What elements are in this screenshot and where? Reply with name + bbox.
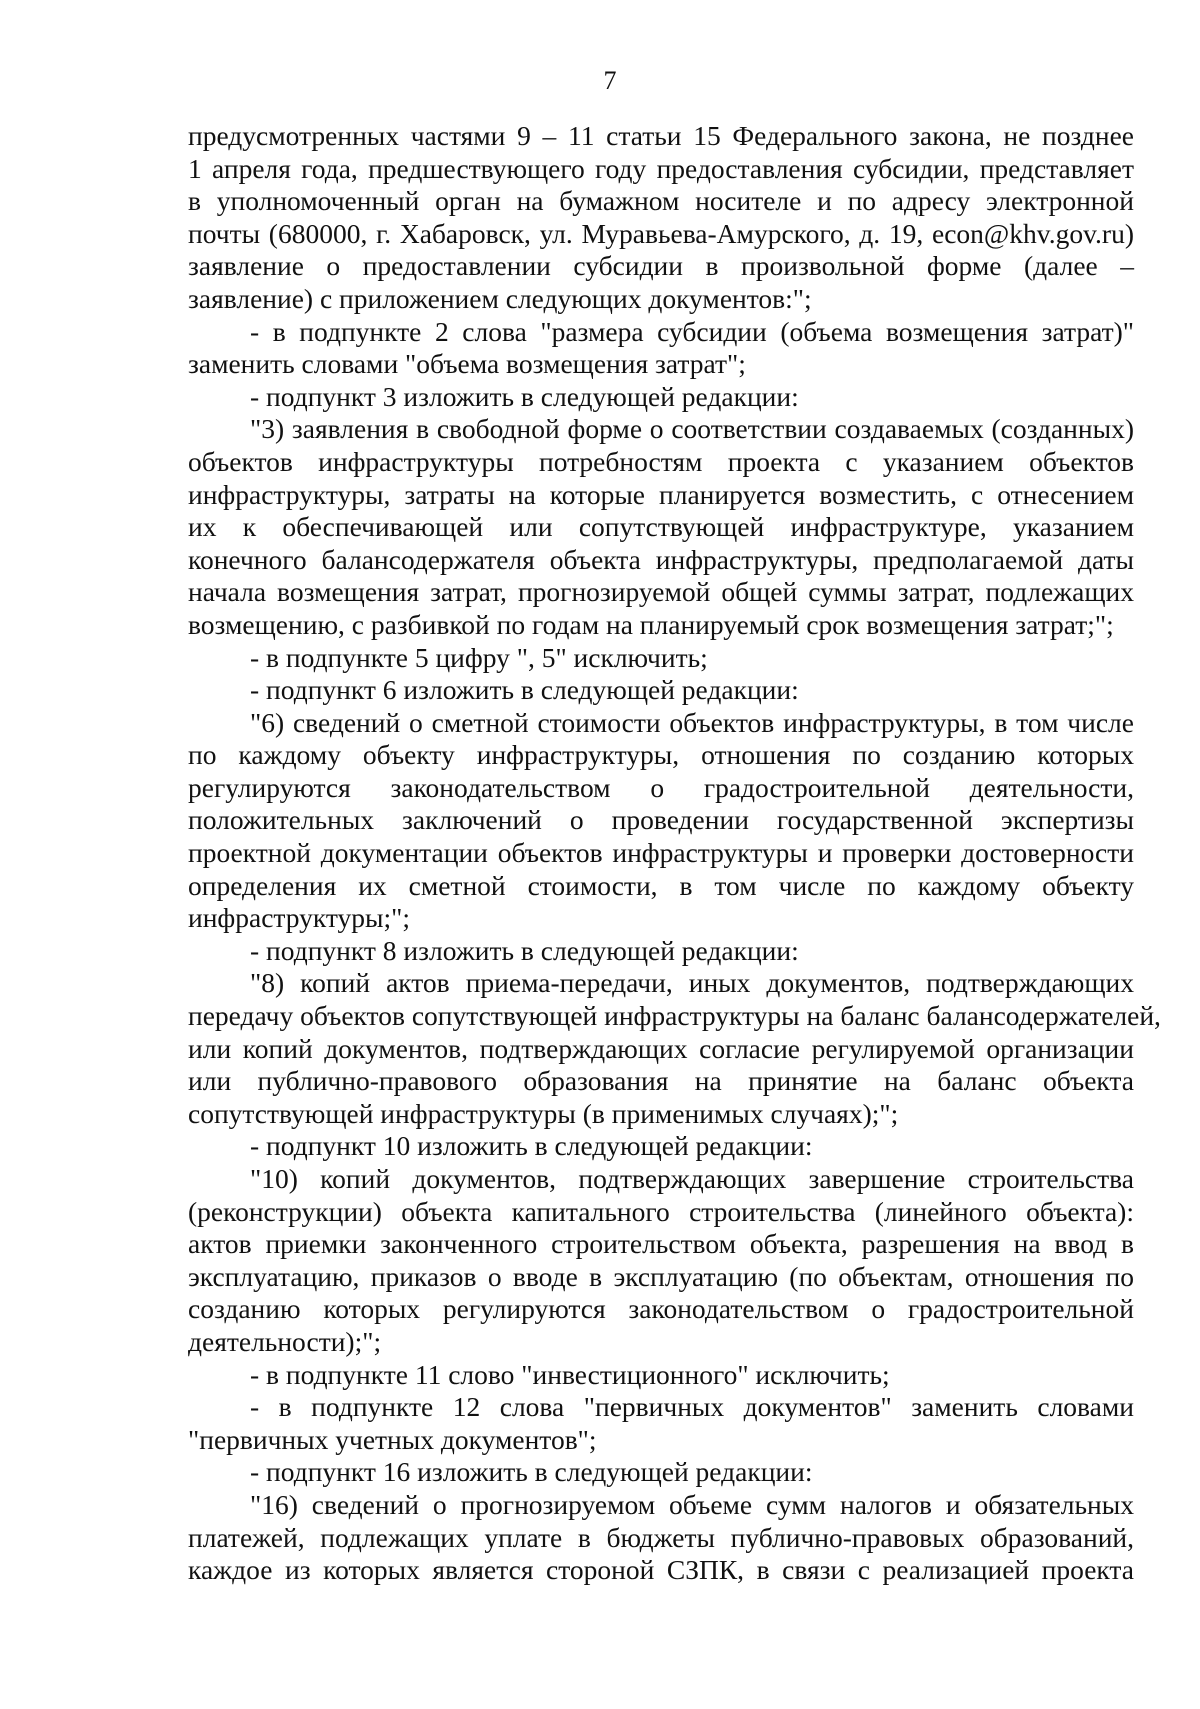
text-line: заявление о предоставлении субсидии в произвольной форме (далее –	[188, 250, 1134, 282]
text-line: "первичных учетных документов";	[188, 1423, 597, 1455]
text-line: "3) заявления в свободной форме о соответствии создаваемых (созданных)	[250, 413, 1134, 445]
text-line: или копий документов, подтверждающих согласие регулируемой организации	[188, 1032, 1134, 1064]
paragraph	[188, 1391, 1134, 1456]
text-line: начала возмещения затрат, прогнозируемой общей суммы затрат, подлежащих	[188, 576, 1134, 608]
text-line: проектной документации объектов инфраструктуры и проверки достоверности	[188, 837, 1134, 869]
paragraph	[188, 381, 1134, 414]
text-line: - в подпункте 12 слова "первичных документов" заменить словами	[250, 1391, 1134, 1423]
text-line: "8) копий актов приема-передачи, иных документов, подтверждающих	[250, 967, 1134, 999]
paragraph	[188, 1456, 1134, 1489]
text-line: - подпункт 10 изложить в следующей редакции:	[250, 1130, 813, 1162]
text-line: регулируются законодательством о градостроительной деятельности,	[188, 771, 1134, 803]
paragraph	[188, 935, 1134, 968]
text-line: конечного балансодержателя объекта инфраструктуры, предполагаемой даты	[188, 543, 1134, 575]
text-line: объектов инфраструктуры потребностям проекта с указанием объектов	[188, 445, 1134, 477]
text-line: их к обеспечивающей или сопутствующей инфраструктуре, указанием	[188, 511, 1134, 543]
text-line: созданию которых регулируются законодательством о градостроительной	[188, 1293, 1134, 1325]
text-line: "16) сведений о прогнозируемом объеме сумм налогов и обязательных	[250, 1488, 1134, 1520]
text-line: передачу объектов сопутствующей инфраструктуры на баланс балансодержателей,	[188, 1000, 1161, 1032]
text-line: - подпункт 3 изложить в следующей редакции:	[250, 380, 799, 412]
paragraph	[188, 120, 1134, 316]
text-line: сопутствующей инфраструктуры (в применимых случаях);";	[188, 1097, 899, 1129]
text-line: заявление) с приложением следующих документов:";	[188, 282, 812, 314]
text-line: - подпункт 16 изложить в следующей редакции:	[250, 1456, 813, 1488]
paragraph	[188, 674, 1134, 707]
text-line: "6) сведений о сметной стоимости объектов инфраструктуры, в том числе	[250, 706, 1134, 738]
text-line: 1 апреля года, предшествующего году предоставления субсидии, представляет	[188, 152, 1134, 184]
paragraph	[188, 1130, 1134, 1163]
text-line: определения их сметной стоимости, в том числе по каждому объекту	[188, 869, 1134, 901]
text-line: инфраструктуры;";	[188, 902, 411, 934]
text-line: эксплуатацию, приказов о вводе в эксплуатацию (по объектам, отношения по	[188, 1260, 1134, 1292]
paragraph	[188, 707, 1134, 935]
paragraph	[188, 316, 1134, 381]
text-line: - в подпункте 2 слова "размера субсидии (объема возмещения затрат)"	[250, 315, 1134, 347]
text-line: заменить словами "объема возмещения затрат";	[188, 348, 746, 380]
text-line: - в подпункте 5 цифру ", 5" исключить;	[250, 641, 708, 673]
text-line: возмещению, с разбивкой по годам на планируемый срок возмещения затрат;";	[188, 608, 1114, 640]
paragraph	[188, 1489, 1134, 1587]
text-line: "10) копий документов, подтверждающих завершение строительства	[250, 1163, 1134, 1194]
page-number: 7	[603, 66, 617, 95]
text-line: актов приемки законченного строительством объекта, разрешения на ввод в	[188, 1228, 1134, 1260]
paragraph	[188, 642, 1134, 675]
text-line: или публично-правового образования на принятие на баланс объекта	[188, 1065, 1134, 1097]
paragraph	[188, 1163, 1134, 1359]
text-line: инфраструктуры, затраты на которые планируется возместить, с отнесением	[188, 478, 1134, 510]
paragraph	[188, 967, 1161, 1130]
text-line: почты (680000, г. Хабаровск, ул. Муравьева-Амурского, д. 19, econ@khv.gov.ru)	[188, 217, 1134, 249]
text-line: - подпункт 6 изложить в следующей редакции:	[250, 674, 799, 706]
text-line: платежей, подлежащих уплате в бюджеты публично-правовых образований,	[188, 1521, 1134, 1553]
text-line: предусмотренных частями 9 – 11 статьи 15 Федерального закона, не позднее	[188, 120, 1134, 151]
text-line: деятельности);";	[188, 1325, 382, 1357]
text-line: - подпункт 8 изложить в следующей редакции:	[250, 934, 799, 966]
paragraph	[188, 1359, 1134, 1392]
text-line: - в подпункте 11 слово "инвестиционного" исключить;	[250, 1358, 890, 1390]
text-line: (реконструкции) объекта капитального строительства (линейного объекта):	[188, 1195, 1134, 1227]
text-line: каждое из которых является стороной СЗПК, в связи с реализацией проекта	[188, 1554, 1134, 1586]
text-line: положительных заключений о проведении государственной экспертизы	[188, 804, 1134, 836]
document-body	[188, 120, 1161, 1587]
paragraph	[188, 413, 1134, 641]
text-line: по каждому объекту инфраструктуры, отношения по созданию которых	[188, 739, 1134, 771]
text-line: в уполномоченный орган на бумажном носителе и по адресу электронной	[188, 185, 1134, 217]
